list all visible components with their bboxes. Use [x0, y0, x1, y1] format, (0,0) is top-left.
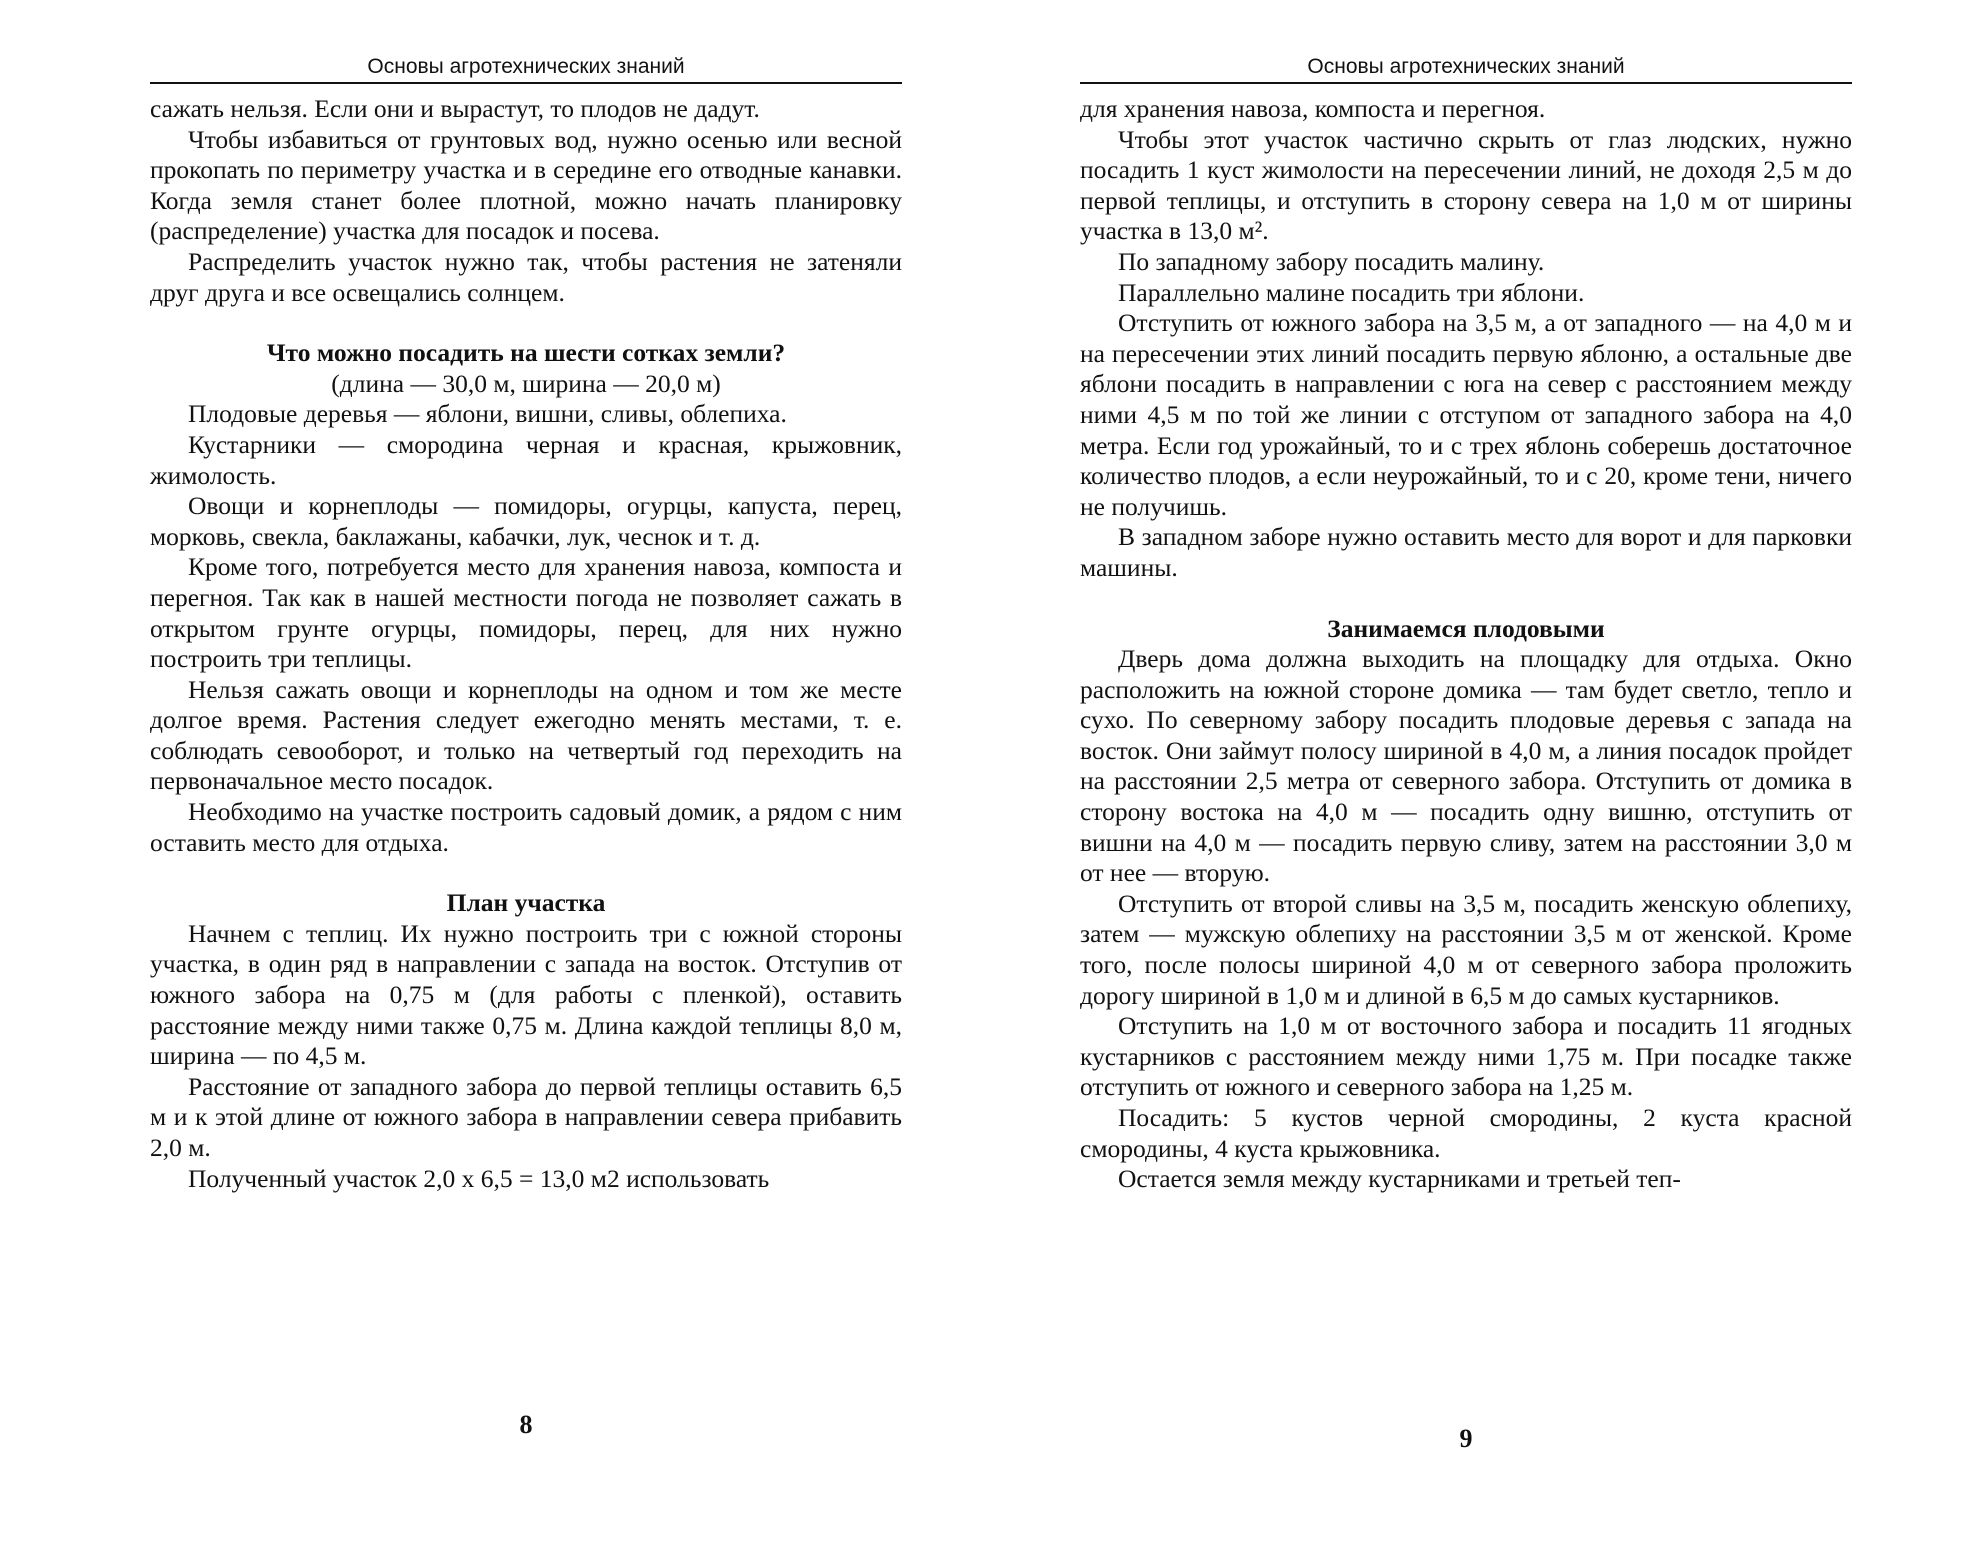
paragraph: Остается земля между кустарниками и третьей теп- — [1118, 1164, 1681, 1194]
paragraph: сажать нельзя. Если они и вырастут, то плодов не дадут. — [150, 94, 760, 123]
paragraph: Кустарники — смородина черная и красная, крыжовник, жимолость. — [150, 429, 902, 490]
running-head: Основы агротехнических знаний — [150, 52, 902, 84]
right-page — [1080, 52, 1852, 1195]
paragraph: Полученный участок 2,0 х 6,5 = 13,0 м2 использовать — [188, 1163, 770, 1193]
paragraph: Отступить от второй сливы на 3,5 м, посадить женскую облепиху, затем — мужскую облепиху на расстоянии 3,5 м от женской. Кроме того, после полосы шириной 4,0 м от северного забора проложить дорогу шириной в 1,0 м и длиной в 6,5 м до самых кустарников. — [1080, 888, 1852, 1010]
paragraph: Расстояние от западного забора до первой теплицы оставить 6,5 м и к этой длине от южного забора в направлении севера прибавить 2,0 м. — [150, 1071, 902, 1162]
paragraph: Посадить: 5 кустов черной смородины, 2 куста красной смородины, 4 куста крыжовника. — [1080, 1103, 1852, 1163]
paragraph: Параллельно малине посадить три яблони. — [1118, 277, 1585, 307]
section-heading: Что можно посадить на шести сотках земли? — [266, 338, 786, 368]
paragraph: Овощи и корнеплоды — помидоры, огурцы, капуста, перец, морковь, свекла, баклажаны, кабачки, лук, чеснок и т. д. — [150, 491, 902, 551]
paragraph: По западному забору посадить малину. — [1118, 246, 1545, 276]
paragraph: Чтобы избавиться от грунтовых вод, нужно осенью или весной прокопать по периметру участка и в середине его отводные канавки. Когда земля станет более плотной, можно начать планировку (распределение) участка для посадок и посева. — [150, 124, 902, 246]
paragraph: Отступить на 1,0 м от восточного забора и посадить 11 ягодных кустарников с расстоянием между ними 1,75 м. При посадке также отступить от южного и северного забора на 1,25 м. — [1080, 1011, 1852, 1102]
paragraph: Дверь дома должна выходить на площадку для отдыха. Окно расположить на южной стороне домика — там будет светло, тепло и сухо. По северному забору посадить плодовые деревья с запада на восток. Они займут полосу шириной в 4,0 м, а линия посадок пройдет на расстоянии 2,5 метра от северного забора. Отступить от домика в сторону востока на 4,0 м — посадить одну вишню, отступить от вишни на 4,0 м — посадить первую сливу, затем на расстоянии 3,0 м от нее — вторую. — [1080, 644, 1852, 888]
section-heading: План участка — [446, 888, 606, 918]
left-page — [150, 52, 902, 1194]
running-head: Основы агротехнических знаний — [1080, 52, 1852, 84]
page-number: 9 — [1459, 1424, 1473, 1453]
paragraph: Чтобы этот участок частично скрыть от глаз людских, нужно посадить 1 куст жимолости на пересечении линий, не доходя 2,5 м до первой теплицы, и отступить в сторону севера на 1,0 м от ширины участка в 13,0 м². — [1080, 124, 1852, 246]
page-body — [1080, 94, 1852, 1195]
section-subheading: (длина — 30,0 м, ширина — 20,0 м) — [331, 368, 721, 398]
page-body — [150, 94, 902, 1194]
paragraph: В западном заборе нужно оставить место для ворот и для парковки машины. — [1080, 522, 1852, 582]
paragraph: Начнем с теплиц. Их нужно построить три с южной стороны участка, в один ряд в направлении с запада на восток. Отступив от южного забора на 0,75 м (для работы с пленкой), оставить расстояние между ними также 0,75 м. Длина каждой теплицы 8,0 м, ширина — по 4,5 м. — [150, 918, 902, 1071]
paragraph: Распределить участок нужно так, чтобы растения не затеняли друг друга и все освещались солнцем. — [150, 246, 902, 307]
paragraph: Кроме того, потребуется место для хранения навоза, компоста и перегноя. Так как в нашей местности погода не позволяет сажать в открытом грунте огурцы, помидоры, перец, для них нужно построить три теплицы. — [150, 552, 902, 674]
paragraph: для хранения навоза, компоста и перегноя. — [1080, 94, 1546, 123]
page-number: 8 — [519, 1410, 533, 1439]
paragraph: Необходимо на участке построить садовый домик, а рядом с ним оставить место для отдыха. — [150, 797, 902, 857]
paragraph: Отступить от южного забора на 3,5 м, а от западного — на 4,0 м и на пересечении этих линий посадить первую яблоню, а остальные две яблони посадить в направлении с юга на север с расстоянием между ними 4,5 м по той же линии с отступом от западного забора на 4,0 метра. Если год урожайный, то и с трех яблонь соберешь достаточное количество плодов, а если неурожайный, то и с 20, кроме тени, ничего не получишь. — [1080, 308, 1852, 521]
paragraph: Плодовые деревья — яблони, вишни, сливы, облепиха. — [188, 399, 787, 429]
paragraph: Нельзя сажать овощи и корнеплоды на одном и том же месте долгое время. Растения следует ежегодно менять местами, т. е. соблюдать севооборот, и только на четвертый год переходить на первоначальное место посадок. — [150, 674, 902, 796]
section-heading: Занимаемся плодовыми — [1327, 613, 1605, 643]
